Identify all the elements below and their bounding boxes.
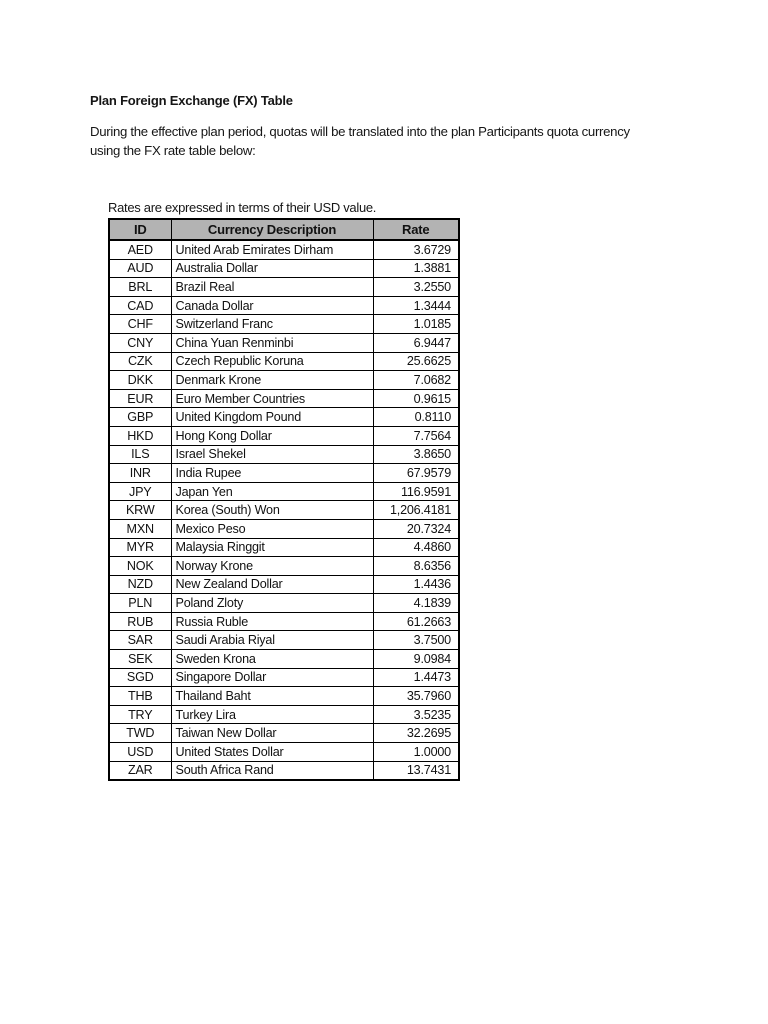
table-row bbox=[109, 296, 459, 315]
table-row bbox=[109, 333, 459, 352]
table-row bbox=[109, 724, 459, 743]
currency-description-cell: New Zealand Dollar bbox=[171, 575, 373, 594]
currency-id-cell: USD bbox=[109, 743, 171, 762]
currency-rate-cell: 25.6625 bbox=[373, 352, 459, 371]
currency-description-cell: Canada Dollar bbox=[171, 296, 373, 315]
currency-rate-cell: 9.0984 bbox=[373, 650, 459, 669]
currency-rate-cell: 7.0682 bbox=[373, 371, 459, 390]
currency-id-cell: MYR bbox=[109, 538, 171, 557]
currency-description-cell: Turkey Lira bbox=[171, 705, 373, 724]
currency-id-cell: PLN bbox=[109, 594, 171, 613]
currency-description-cell: Norway Krone bbox=[171, 557, 373, 576]
currency-id-cell: NOK bbox=[109, 557, 171, 576]
column-header-rate: Rate bbox=[373, 219, 459, 240]
currency-id-cell: EUR bbox=[109, 389, 171, 408]
currency-id-cell: GBP bbox=[109, 408, 171, 427]
currency-rate-cell: 1.0185 bbox=[373, 315, 459, 334]
currency-rate-cell: 4.4860 bbox=[373, 538, 459, 557]
currency-rate-cell: 3.5235 bbox=[373, 705, 459, 724]
currency-rate-cell: 116.9591 bbox=[373, 482, 459, 501]
currency-rate-cell: 6.9447 bbox=[373, 333, 459, 352]
currency-rate-cell: 7.7564 bbox=[373, 426, 459, 445]
currency-description-cell: Denmark Krone bbox=[171, 371, 373, 390]
currency-description-cell: Singapore Dollar bbox=[171, 668, 373, 687]
currency-rate-cell: 4.1839 bbox=[373, 594, 459, 613]
currency-rate-cell: 0.8110 bbox=[373, 408, 459, 427]
table-row bbox=[109, 557, 459, 576]
currency-rate-cell: 13.7431 bbox=[373, 761, 459, 780]
currency-description-cell: Hong Kong Dollar bbox=[171, 426, 373, 445]
currency-id-cell: CNY bbox=[109, 333, 171, 352]
currency-id-cell: CHF bbox=[109, 315, 171, 334]
currency-id-cell: ZAR bbox=[109, 761, 171, 780]
currency-description-cell: Czech Republic Koruna bbox=[171, 352, 373, 371]
currency-description-cell: Israel Shekel bbox=[171, 445, 373, 464]
table-row bbox=[109, 501, 459, 520]
table-row bbox=[109, 408, 459, 427]
currency-description-cell: Brazil Real bbox=[171, 278, 373, 297]
currency-description-cell: Switzerland Franc bbox=[171, 315, 373, 334]
table-caption: Rates are expressed in terms of their USD value. bbox=[108, 200, 377, 215]
currency-description-cell: United Arab Emirates Dirham bbox=[171, 240, 373, 259]
intro-paragraph bbox=[90, 122, 630, 160]
currency-id-cell: THB bbox=[109, 687, 171, 706]
currency-id-cell: ILS bbox=[109, 445, 171, 464]
table-row bbox=[109, 315, 459, 334]
table-row bbox=[109, 426, 459, 445]
currency-id-cell: AED bbox=[109, 240, 171, 259]
currency-description-cell: Korea (South) Won bbox=[171, 501, 373, 520]
table-row bbox=[109, 612, 459, 631]
currency-id-cell: CAD bbox=[109, 296, 171, 315]
table-row bbox=[109, 352, 459, 371]
currency-rate-cell: 0.9615 bbox=[373, 389, 459, 408]
table-row bbox=[109, 668, 459, 687]
currency-description-cell: South Africa Rand bbox=[171, 761, 373, 780]
table-row bbox=[109, 594, 459, 613]
currency-description-cell: Malaysia Ringgit bbox=[171, 538, 373, 557]
currency-rate-cell: 1.3881 bbox=[373, 259, 459, 278]
intro-line-2: using the FX rate table below: bbox=[90, 143, 256, 158]
currency-rate-cell: 3.7500 bbox=[373, 631, 459, 650]
table-row bbox=[109, 687, 459, 706]
currency-id-cell: CZK bbox=[109, 352, 171, 371]
currency-rate-cell: 1.4473 bbox=[373, 668, 459, 687]
currency-description-cell: Russia Ruble bbox=[171, 612, 373, 631]
column-header-description: Currency Description bbox=[171, 219, 373, 240]
currency-rate-cell: 67.9579 bbox=[373, 464, 459, 483]
table-row bbox=[109, 743, 459, 762]
currency-description-cell: Euro Member Countries bbox=[171, 389, 373, 408]
currency-id-cell: JPY bbox=[109, 482, 171, 501]
table-row bbox=[109, 389, 459, 408]
currency-description-cell: Japan Yen bbox=[171, 482, 373, 501]
currency-rate-cell: 1,206.4181 bbox=[373, 501, 459, 520]
currency-description-cell: Saudi Arabia Riyal bbox=[171, 631, 373, 650]
currency-rate-cell: 61.2663 bbox=[373, 612, 459, 631]
currency-rate-cell: 3.6729 bbox=[373, 240, 459, 259]
currency-description-cell: Australia Dollar bbox=[171, 259, 373, 278]
table-row bbox=[109, 371, 459, 390]
currency-id-cell: BRL bbox=[109, 278, 171, 297]
currency-description-cell: Taiwan New Dollar bbox=[171, 724, 373, 743]
table-row bbox=[109, 650, 459, 669]
table-row bbox=[109, 631, 459, 650]
intro-line-1: During the effective plan period, quotas will be translated into the plan Participants quota currency bbox=[90, 124, 630, 139]
table-row bbox=[109, 445, 459, 464]
currency-description-cell: Thailand Baht bbox=[171, 687, 373, 706]
currency-description-cell: Sweden Krona bbox=[171, 650, 373, 669]
currency-rate-cell: 1.4436 bbox=[373, 575, 459, 594]
currency-description-cell: United States Dollar bbox=[171, 743, 373, 762]
table-body bbox=[109, 240, 459, 780]
currency-id-cell: AUD bbox=[109, 259, 171, 278]
currency-id-cell: TWD bbox=[109, 724, 171, 743]
currency-id-cell: INR bbox=[109, 464, 171, 483]
currency-id-cell: NZD bbox=[109, 575, 171, 594]
table-row bbox=[109, 464, 459, 483]
table-row bbox=[109, 240, 459, 259]
currency-id-cell: MXN bbox=[109, 519, 171, 538]
currency-description-cell: Mexico Peso bbox=[171, 519, 373, 538]
table-row bbox=[109, 705, 459, 724]
table-row bbox=[109, 519, 459, 538]
currency-id-cell: HKD bbox=[109, 426, 171, 445]
currency-id-cell: RUB bbox=[109, 612, 171, 631]
currency-rate-cell: 3.2550 bbox=[373, 278, 459, 297]
currency-id-cell: SAR bbox=[109, 631, 171, 650]
currency-id-cell: SGD bbox=[109, 668, 171, 687]
table-row bbox=[109, 538, 459, 557]
currency-id-cell: TRY bbox=[109, 705, 171, 724]
currency-description-cell: United Kingdom Pound bbox=[171, 408, 373, 427]
currency-rate-cell: 1.3444 bbox=[373, 296, 459, 315]
currency-rate-cell: 1.0000 bbox=[373, 743, 459, 762]
fx-rate-table bbox=[108, 218, 460, 781]
column-header-id: ID bbox=[109, 219, 171, 240]
currency-description-cell: China Yuan Renminbi bbox=[171, 333, 373, 352]
currency-description-cell: India Rupee bbox=[171, 464, 373, 483]
table-row bbox=[109, 482, 459, 501]
table-row bbox=[109, 259, 459, 278]
currency-id-cell: SEK bbox=[109, 650, 171, 669]
table-row bbox=[109, 761, 459, 780]
currency-id-cell: KRW bbox=[109, 501, 171, 520]
currency-rate-cell: 32.2695 bbox=[373, 724, 459, 743]
currency-rate-cell: 8.6356 bbox=[373, 557, 459, 576]
currency-rate-cell: 35.7960 bbox=[373, 687, 459, 706]
currency-rate-cell: 20.7324 bbox=[373, 519, 459, 538]
currency-description-cell: Poland Zloty bbox=[171, 594, 373, 613]
page-title: Plan Foreign Exchange (FX) Table bbox=[90, 93, 293, 108]
currency-rate-cell: 3.8650 bbox=[373, 445, 459, 464]
table-row bbox=[109, 278, 459, 297]
table-row bbox=[109, 575, 459, 594]
table-header-row bbox=[109, 219, 459, 240]
currency-id-cell: DKK bbox=[109, 371, 171, 390]
